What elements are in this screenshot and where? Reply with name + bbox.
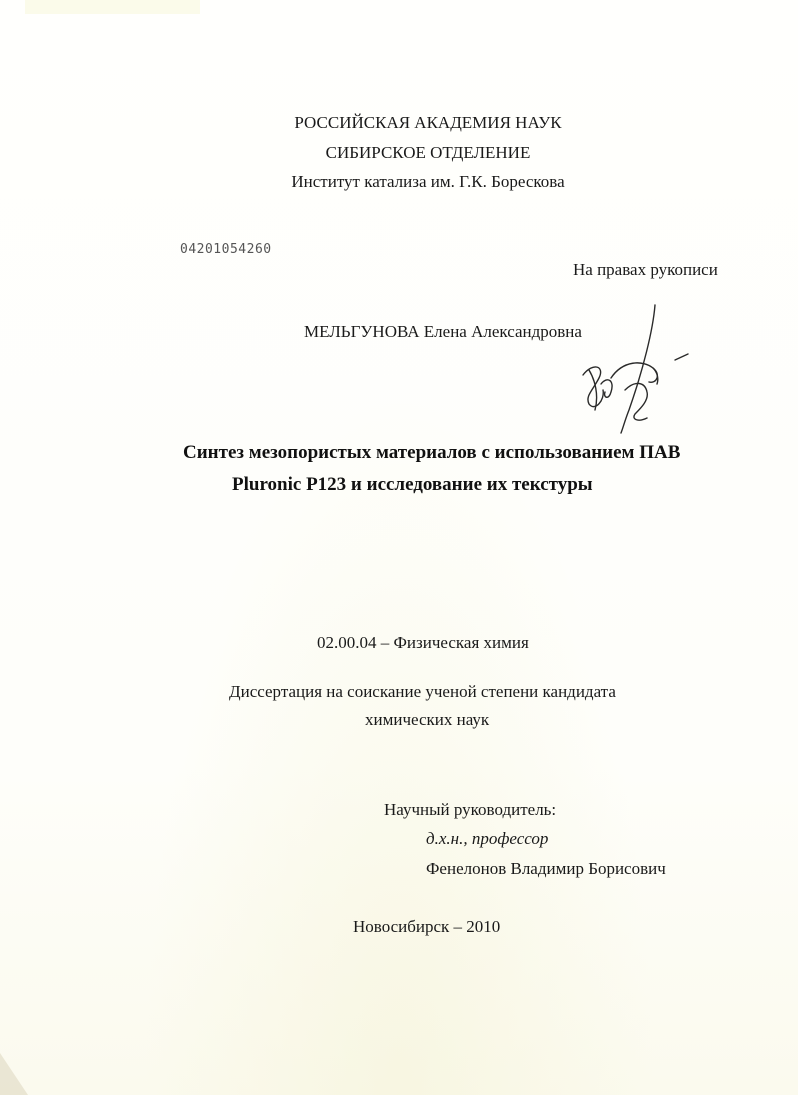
dissertation-line2: химических наук (365, 710, 490, 729)
author-name: МЕЛЬГУНОВА Елена Александровна (304, 322, 582, 341)
manuscript-rights-label: На правах рукописи (573, 260, 718, 279)
supervisor-name: Фенелонов Владимир Борисович (426, 859, 666, 878)
dissertation-line1: Диссертация на соискание ученой степени кандидата (229, 682, 616, 701)
thesis-title-line1: Синтез мезопористых материалов с использованием ПАВ (183, 442, 681, 463)
place-year: Новосибирск – 2010 (353, 917, 501, 936)
supervisor-label: Научный руководитель: (384, 800, 557, 819)
thesis-title-line2: Pluronic P123 и исследование их текстуры (232, 474, 593, 495)
signature-icon (565, 300, 705, 435)
supervisor-degree: д.х.н., профессор (426, 829, 549, 848)
institute-heading: Институт катализа им. Г.К. Борескова (291, 172, 565, 191)
academy-heading: РОССИЙСКАЯ АКАДЕМИЯ НАУК (294, 113, 562, 132)
scan-artifact (25, 0, 200, 14)
specialty-code: 02.00.04 – Физическая химия (317, 633, 529, 652)
branch-heading: СИБИРСКОЕ ОТДЕЛЕНИЕ (325, 143, 531, 162)
scan-corner-fold (0, 1053, 28, 1095)
catalog-number: 04201054260 (180, 242, 272, 257)
